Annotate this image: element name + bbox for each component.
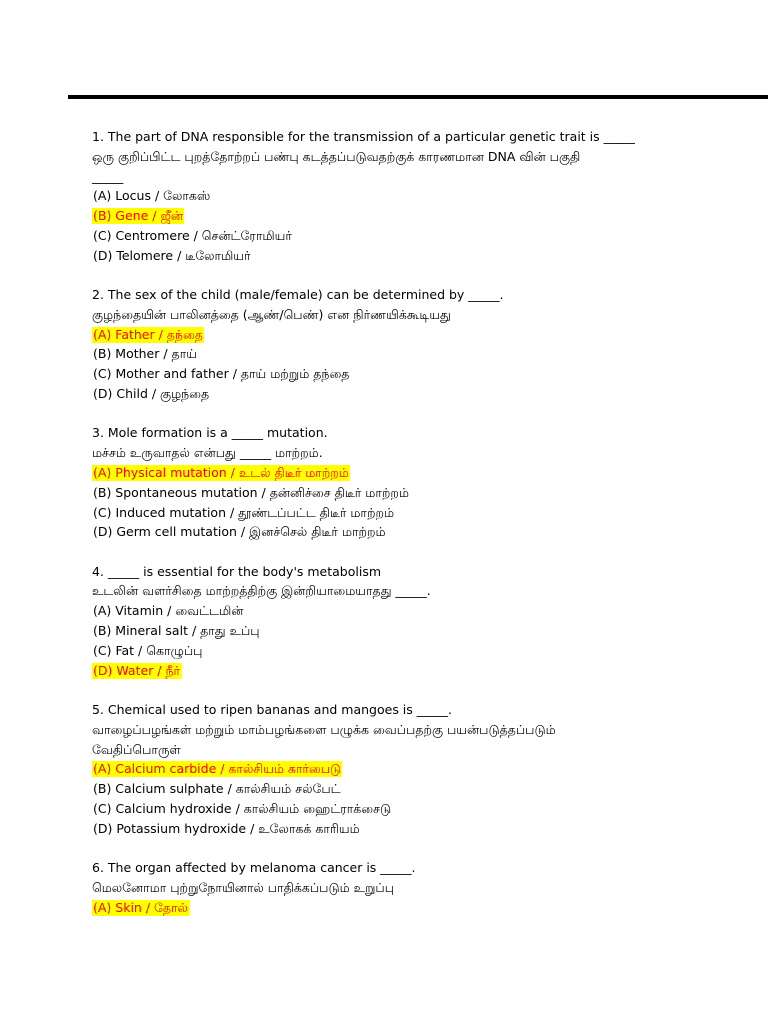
question-text-line: குழந்தையின் பாலினத்தை (ஆண்/பெண்) என நிர்ணயிக்கூடியது	[92, 306, 451, 322]
answer-option	[92, 601, 732, 621]
question-text-line: 3. Mole formation is a _____ mutation.	[92, 425, 328, 441]
question-text-line: 5. Chemical used to ripen bananas and mangoes is _____.	[92, 701, 452, 717]
answer-option-text: (C) Fat / கொழுப்பு	[93, 642, 203, 658]
answer-option-text: (B) Mother / தாய்	[93, 346, 197, 362]
answer-option	[92, 522, 732, 542]
answer-option-text: (D) Germ cell mutation / இனச்செல் திடீர் மாற்றம்	[93, 524, 386, 540]
answer-option-text: (B) Gene / ஜீன்	[93, 208, 184, 224]
question-text-line: 1. The part of DNA responsible for the transmission of a particular genetic trait is _____	[92, 129, 635, 144]
question-1	[92, 127, 732, 266]
answer-option	[92, 621, 732, 641]
answer-option-text: (B) Mineral salt / தாது உப்பு	[93, 623, 260, 639]
answer-option	[92, 819, 732, 839]
answer-option	[92, 226, 732, 246]
answer-option-text: (D) Potassium hydroxide / உலோகக் காரியம்	[93, 820, 360, 836]
answer-option-text: (C) Calcium hydroxide / கால்சியம் ஹைட்ராக்சைடு	[93, 800, 392, 816]
correct-answer-option	[92, 463, 732, 483]
answer-option-text: (C) Induced mutation / தூண்டப்பட்ட திடீர் மாற்றம்	[93, 504, 395, 520]
answer-option-text: (B) Spontaneous mutation / தன்னிச்சை திடீர் மாற்றம்	[93, 484, 409, 500]
correct-answer-option	[92, 898, 732, 918]
answer-option-text: (A) Father / தந்தை	[93, 326, 203, 342]
question-6	[92, 858, 732, 917]
answer-option-text: (C) Mother and father / தாய் மற்றும் தந்தை	[93, 366, 350, 382]
question-2	[92, 285, 732, 404]
question-text-line: உடலின் வளர்சிதை மாற்றத்திற்கு இன்றியாமையாதது _____.	[92, 583, 431, 599]
question-text-line: வாழைப்பழங்கள் மற்றும் மாம்பழங்களை பழுக்க வைப்பதற்கு பயன்படுத்தப்படும்	[92, 721, 556, 737]
answer-option-text: (A) Locus / லோகஸ்	[93, 188, 211, 204]
correct-answer-option	[92, 325, 732, 345]
question-text-line: ஒரு குறிப்பிட்ட புறத்தோற்றப் பண்பு கடத்தப்படுவதற்குக் காரணமான DNA வின் பகுதி	[92, 148, 581, 164]
question-text-line: 2. The sex of the child (male/female) can be determined by _____.	[92, 287, 504, 303]
answer-option	[92, 779, 732, 799]
question-4	[92, 562, 732, 681]
answer-option	[92, 344, 732, 364]
answer-option	[92, 641, 732, 661]
correct-answer-option	[92, 206, 732, 226]
answer-option	[92, 364, 732, 384]
question-text-line: மச்சம் உருவாதல் என்பது _____ மாற்றம்.	[92, 445, 323, 461]
answer-option-text: (A) Vitamin / வைட்டமின்	[93, 603, 244, 619]
answer-option	[92, 799, 732, 819]
question-3	[92, 423, 732, 542]
answer-option-text: (A) Calcium carbide / கால்சியம் கார்பைடு	[93, 761, 342, 777]
question-text-line: _____	[92, 168, 124, 184]
top-rule	[68, 95, 768, 99]
question-text-line: 4. _____ is essential for the body's metabolism	[92, 563, 382, 579]
answer-option	[92, 186, 732, 206]
answer-option	[92, 483, 732, 503]
answer-option-text: (D) Telomere / டீலோமியர்	[93, 247, 251, 263]
question-text-line: மெலனோமா புற்றுநோயினால் பாதிக்கப்படும் உறுப்பு	[92, 879, 395, 895]
answer-option-text: (C) Centromere / சென்ட்ரோமியர்	[93, 227, 292, 243]
answer-option	[92, 384, 732, 404]
question-5	[92, 700, 732, 839]
question-text-line: 6. The organ affected by melanoma cancer is _____.	[92, 860, 416, 875]
answer-option-text: (D) Child / குழந்தை	[93, 386, 210, 402]
answer-option-text: (A) Physical mutation / உடல் திடீர் மாற்றம்	[93, 464, 349, 480]
answer-option	[92, 246, 732, 266]
answer-option-text: (B) Calcium sulphate / கால்சியம் சல்பேட்	[93, 781, 341, 797]
correct-answer-option	[92, 661, 732, 681]
answer-option-text: (A) Skin / தோல்	[93, 899, 188, 915]
answer-option	[92, 503, 732, 523]
question-list	[92, 127, 732, 937]
question-text-line: வேதிப்பொருள்	[92, 741, 181, 757]
answer-option-text: (D) Water / நீர்	[93, 662, 180, 678]
correct-answer-option	[92, 759, 732, 779]
